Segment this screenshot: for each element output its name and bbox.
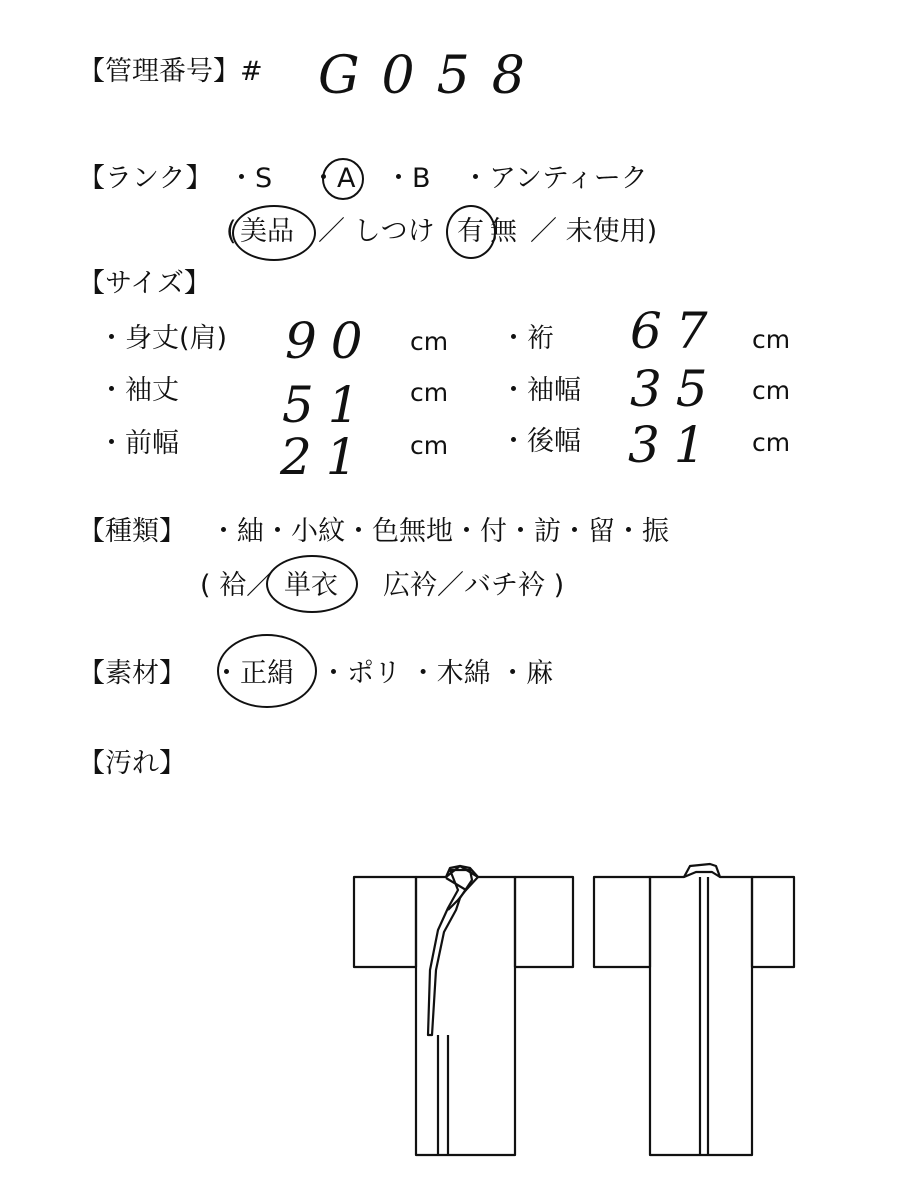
size-left-value-1: 51	[282, 376, 374, 434]
type-options: ・紬・小紋・色無地・付・訪・留・振	[210, 516, 669, 547]
type-sub-rest: 広衿／バチ衿 )	[383, 570, 565, 601]
size-unit-right-2: cm	[752, 428, 791, 457]
stains-label: 【汚れ】	[78, 748, 186, 779]
size-right-value-0: 67	[630, 302, 722, 360]
condition-ari: 有	[457, 216, 484, 247]
type-sub-open: ( 袷／	[200, 570, 274, 601]
type-sub-selected: 単衣	[284, 570, 338, 601]
size-right-value-1: 35	[630, 360, 722, 418]
size-unit-left-1: cm	[410, 378, 449, 407]
kimono-back-icon	[594, 864, 794, 1155]
type-label: 【種類】	[78, 516, 186, 547]
condition-open-paren: (	[226, 216, 237, 247]
condition-bihin: 美品	[240, 216, 294, 247]
size-right-label-0: ・裄	[500, 323, 554, 354]
size-left-value-2: 21	[280, 428, 372, 486]
material-selected: ・正絹	[213, 658, 294, 689]
size-left-value-0: 90	[285, 312, 377, 370]
size-left-label-1: ・袖丈	[98, 375, 179, 406]
management-number: G058	[318, 46, 547, 106]
size-left-label-0: ・身丈(肩)	[98, 323, 228, 354]
rank-option-antique: ・アンティーク	[462, 163, 648, 194]
condition-shitsuke: ／ しつけ	[318, 216, 435, 247]
size-unit-right-0: cm	[752, 325, 791, 354]
rank-option-a: ・A	[310, 163, 356, 194]
size-right-label-1: ・袖幅	[500, 375, 581, 406]
material-label: 【素材】	[78, 658, 186, 689]
size-left-label-2: ・前幅	[98, 428, 179, 459]
rank-option-s: ・S	[228, 163, 273, 194]
kimono-front-icon	[354, 866, 573, 1155]
size-unit-left-0: cm	[410, 327, 449, 356]
condition-mishiyou: ／ 未使用)	[530, 216, 658, 247]
rank-option-b: ・B	[385, 163, 431, 194]
management-label: 【管理番号】#	[78, 56, 263, 87]
size-right-value-2: 31	[628, 416, 720, 474]
kimono-diagram	[340, 850, 800, 1170]
rank-label: 【ランク】	[78, 163, 213, 194]
condition-nashi: 無	[490, 216, 517, 247]
material-others: ・ポリ ・木綿 ・麻	[320, 658, 554, 689]
size-label: 【サイズ】	[78, 268, 211, 299]
size-unit-right-1: cm	[752, 376, 791, 405]
size-right-label-2: ・後幅	[500, 426, 581, 457]
size-unit-left-2: cm	[410, 431, 449, 460]
